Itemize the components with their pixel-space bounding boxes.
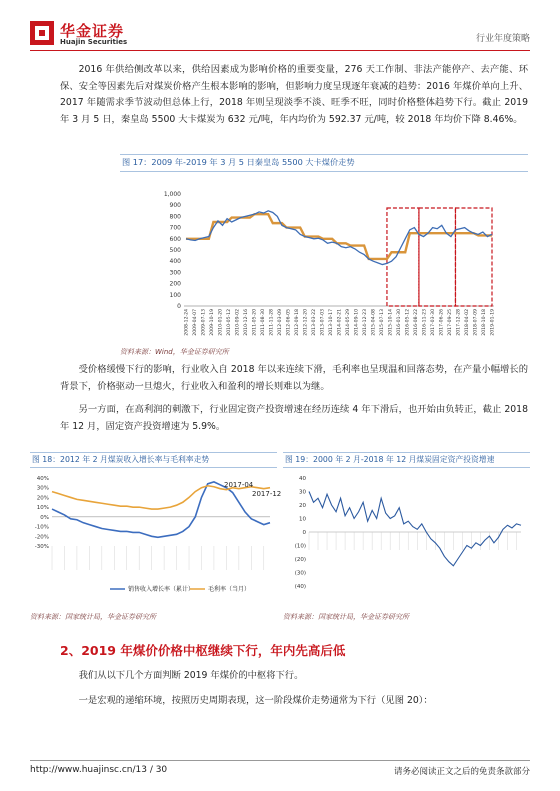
paragraph-3-text: 另一方面，在高利润的刺激下，行业固定资产投资增速在经历连续 4 年下滑后，也开始由负转正，截止 2018 年 12 月，固定资产投资增速为 5.9%。 (60, 404, 528, 432)
fig19-ytick: (30) (294, 570, 306, 577)
fig18-plot (52, 482, 270, 537)
fig18-ytick: 40% (36, 476, 49, 482)
fig18-series-2 (52, 486, 270, 509)
footer-disclaimer: 请务必阅读正文之后的免责条款部分 (393, 767, 530, 777)
fig18-ytick: 10% (36, 505, 49, 512)
fig17-ytick: 400 (169, 258, 181, 266)
paragraph-4 (60, 668, 528, 685)
logo-mark (30, 21, 54, 45)
fig18-ytick: 0% (40, 514, 49, 521)
fig17-xtick: 2009-04-07 (193, 309, 198, 336)
fig17-ytick: 800 (169, 213, 181, 221)
fig18-axes (35, 476, 270, 570)
fig18-ytick: -30% (34, 544, 49, 550)
fig19-ytick: 0 (302, 530, 306, 536)
fig17-xtick: 2012-09-18 (295, 309, 300, 336)
fig17-xtick: 2010-09-02 (235, 309, 241, 336)
fig19-title: 图 19：2000 年 2 月-2018 年 12 月煤炭固定资产投资增速 (285, 455, 495, 464)
fig17-xtick: 2018-10-18 (482, 309, 487, 336)
fig19-ytick: (40) (294, 584, 306, 590)
fig17-ytick: 100 (169, 291, 181, 299)
fig17-xtick: 2012-12-20 (303, 309, 309, 336)
fig17-xtick: 2011-11-28 (269, 309, 275, 336)
paragraph-2 (60, 362, 528, 395)
fig18-title: 图 18：2012 年 2 月煤炭收入增长率与毛利率走势 (32, 455, 210, 464)
fig18-legend-2: 毛利率（当月） (208, 586, 251, 593)
fig17-xtick: 2017-12-28 (456, 309, 462, 336)
fig17-xtick: 2018-04-02 (465, 309, 470, 336)
fig18-annot-1: 2017-04 (224, 481, 254, 489)
fig18-ytick: 30% (36, 485, 49, 492)
fig19-axes (295, 476, 521, 590)
fig17-xtick: 2016-08-22 (414, 309, 419, 336)
fig19-ytick: 40 (299, 476, 306, 482)
footer-rule (30, 760, 530, 761)
fig17-xtick: 2013-07-03 (320, 309, 326, 336)
section-2-title: 2、2019 年煤价价格中枢继续下行，年内先高后低 (60, 643, 346, 658)
paragraph-2-text: 受价格缓慢下行的影响，行业收入自 2018 年以来连续下滑，毛利率也呈现温和回落态势，在产量小幅增长的背景下，价格驱动一旦熄火，行业收入和盈利的增长则难以为继。 (60, 364, 528, 392)
fig17-xtick: 2009-07-13 (201, 309, 207, 336)
fig17-ytick: 600 (169, 235, 181, 243)
paragraph-1 (60, 62, 528, 128)
paragraph-1-text: 2016 年供给侧改革以来，供给因素成为影响价格的重要变量，276 天工作制、非法产能停产、去产能、环保、安全等因素先后对煤炭价格产生根本影响的影响，但影响力度呈现逐年衰减的趋势：2016 年煤价单向上升、2017 年随需求季节波动但总体上行，2018 年则呈现淡季不淡、旺季不旺，同时价格整体趋势下行。截止 2019 年 3 月 5 日，秦皇岛 5500 大卡煤炭为 632 元/吨，年内均价为 592.37 元/吨，较 2018 年均价下降 8.46%。 (60, 64, 528, 125)
fig17-xtick: 2012-03-09 (278, 309, 283, 336)
fig18-ytick: -20% (34, 534, 49, 541)
fig17-xtick: 2013-10-17 (329, 309, 334, 336)
logo-en: Huajin Securities (60, 38, 128, 46)
fig17-xtick: 2013-03-22 (312, 309, 317, 336)
fig17-axes (164, 191, 496, 336)
fig17-xtick: 2010-12-16 (244, 309, 249, 336)
fig17-xtick: 2014-05-29 (346, 309, 351, 336)
fig17-series-mean (186, 214, 492, 259)
fig17-xtick: 2011-08-30 (261, 309, 266, 336)
fig17-xtick: 2016-11-23 (422, 309, 428, 336)
fig18-source: 资料来源：国家统计局，华金证券研究所 (30, 613, 156, 621)
fig17-xtick: 2010-05-12 (227, 309, 232, 336)
fig17-ytick: 500 (169, 247, 181, 254)
fig17-highlight-box (419, 208, 456, 306)
fig17-xtick: 2011-05-20 (252, 309, 258, 336)
fig17-ytick: 0 (177, 303, 181, 310)
fig17-xtick: 2009-10-19 (210, 309, 215, 336)
logo-cn: 华金证券 (60, 22, 125, 40)
fig18-annot-2: 2017-12 (252, 490, 282, 498)
fig17-highlight-box (387, 208, 419, 306)
fig19-ytick: (10) (294, 543, 306, 550)
header-rule (30, 50, 530, 51)
fig18-series-1 (52, 482, 270, 537)
fig19-ytick: 30 (299, 489, 306, 496)
fig17-plot (186, 208, 492, 306)
fig17-xtick: 2019-01-19 (490, 309, 496, 336)
fig17-ytick: 700 (169, 224, 181, 232)
fig18-ytick: 20% (36, 495, 49, 502)
fig17-ytick: 200 (169, 280, 181, 288)
fig17-xtick: 2018-07-09 (473, 309, 479, 336)
fig17-chart (150, 186, 510, 336)
fig19-series (309, 492, 521, 566)
paragraph-4-text: 我们从以下几个方面判断 2019 年煤价的中枢将下行。 (78, 670, 304, 681)
fig19-plot (309, 492, 521, 566)
fig17-ytick: 300 (169, 269, 181, 277)
fig17-xtick: 2015-07-13 (380, 309, 385, 336)
header-section: 行业年度策略 (475, 34, 530, 44)
paragraph-5 (60, 693, 528, 710)
fig17-xtick: 2014-09-10 (354, 309, 360, 336)
fig17-xtick: 2014-12-23 (363, 309, 368, 336)
fig17-xtick: 2016-05-12 (405, 309, 411, 336)
fig19-ytick: 10 (299, 516, 306, 523)
fig17-xtick: 2016-01-30 (397, 309, 402, 336)
fig17-xtick: 2012-06-05 (286, 309, 292, 336)
fig17-xtick: 2008-12-24 (184, 309, 190, 336)
fig17-ytick: 1,000 (163, 191, 181, 198)
fig18-chart (30, 470, 282, 605)
footer-url: http://www.huajinsc.cn/13 / 30 (30, 765, 168, 775)
fig19-ytick: 20 (299, 503, 306, 509)
fig17-xtick: 2014-02-21 (337, 309, 343, 336)
fig17-xtick: 2017-06-26 (439, 309, 445, 336)
fig18-ytick: -10% (34, 524, 49, 531)
fig17-title: 图 17：2009 年-2019 年 3 月 5 日秦皇岛 5500 大卡煤价走势 (122, 157, 355, 167)
fig17-xtick: 2015-10-14 (388, 309, 394, 336)
fig17-ytick: 900 (169, 202, 181, 210)
fig19-ytick: (20) (294, 557, 306, 563)
fig17-xtick: 2015-04-08 (371, 309, 377, 336)
paragraph-5-text: 一是宏观的递缩环境，按照历史周期表现，这一阶段煤价走势通常为下行（见图 20）： (78, 695, 433, 706)
fig19-chart (283, 470, 530, 605)
fig17-highlight-box (455, 208, 492, 306)
fig17-xtick: 2017-03-30 (431, 309, 436, 336)
fig18-legend-1: 销售收入增长率（累计） (128, 586, 195, 593)
fig17-source: 资料来源：Wind，华金证券研究所 (120, 348, 229, 356)
fig17-xtick: 2010-01-20 (218, 309, 224, 336)
fig17-xtick: 2017-09-25 (448, 309, 453, 336)
fig19-source: 资料来源：国家统计局，华金证券研究所 (283, 613, 409, 621)
paragraph-3 (60, 402, 528, 435)
